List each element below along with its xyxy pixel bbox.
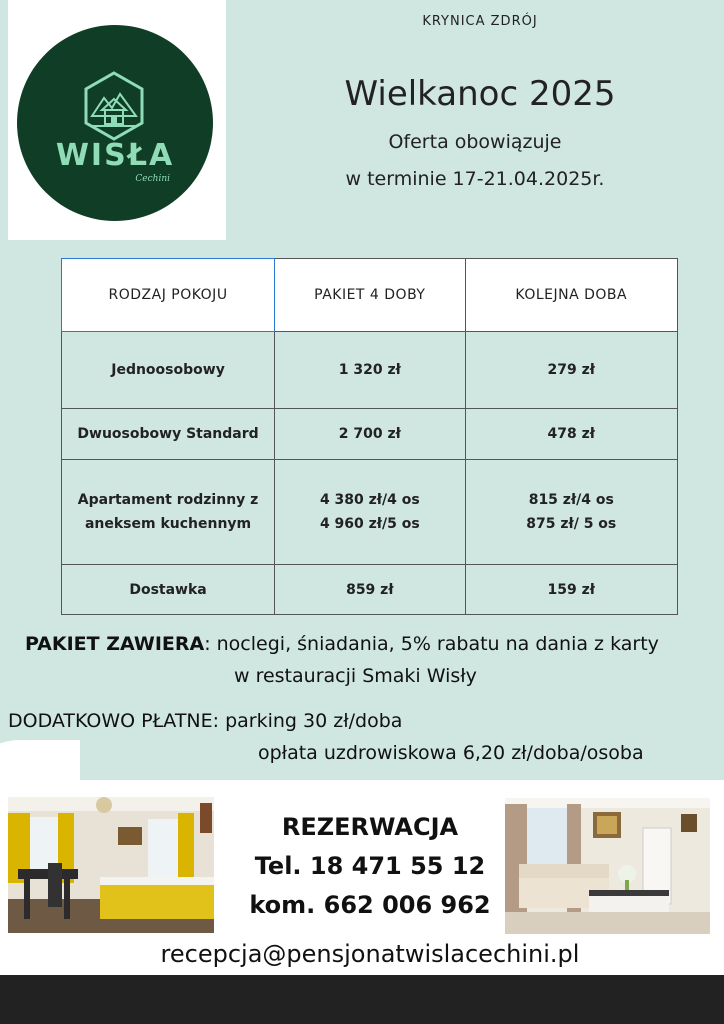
offer-validity-line2: w terminie 17-21.04.2025r. xyxy=(345,168,605,190)
reservation-block xyxy=(230,808,510,925)
package-price-cell xyxy=(275,460,465,565)
package-text-line2: w restauracji Smaki Wisły xyxy=(234,665,477,687)
logo-subtitle: Cechini xyxy=(135,174,170,184)
room-type-cell: Jednoosobowy xyxy=(62,332,275,409)
package-price-line: 4 960 zł/5 os xyxy=(319,516,420,532)
package-price-cell: 859 zł xyxy=(275,565,465,615)
logo-name: WISŁA xyxy=(55,138,175,173)
email-link[interactable]: recepcja@pensjonatwislacechini.pl xyxy=(160,940,580,968)
header-package: PAKIET 4 DOBY xyxy=(275,259,465,332)
room-type-cell xyxy=(62,460,275,565)
package-price-cell: 2 700 zł xyxy=(275,409,465,460)
header-room-type: RODZAJ POKOJU xyxy=(62,259,275,332)
offer-validity-line1: Oferta obowiązuje xyxy=(388,131,562,153)
package-label: PAKIET ZAWIERA xyxy=(25,633,205,655)
mountain-house-icon xyxy=(80,70,148,142)
table-row xyxy=(62,460,678,565)
extra-charges xyxy=(8,705,724,769)
table-row xyxy=(62,332,678,409)
package-text: : noclegi, śniadania, 5% rabatu na dania z karty xyxy=(204,633,659,655)
next-night-price-cell: 159 zł xyxy=(465,565,677,615)
bedroom-photo xyxy=(8,797,214,933)
footer-bar xyxy=(0,975,724,1024)
extra-charges-line1: DODATKOWO PŁATNE: parking 30 zł/doba xyxy=(8,710,403,732)
next-night-price-cell: 478 zł xyxy=(465,409,677,460)
table-row xyxy=(62,409,678,460)
table-row xyxy=(62,565,678,615)
package-price-cell: 1 320 zł xyxy=(275,332,465,409)
room-type-line: aneksem kuchennym xyxy=(84,516,252,532)
next-night-price-line: 815 zł/4 os xyxy=(528,492,614,508)
reservation-mobile[interactable]: kom. 662 006 962 xyxy=(249,891,491,919)
table-header-row xyxy=(62,259,678,332)
next-night-price-line: 875 zł/ 5 os xyxy=(526,516,617,532)
package-includes xyxy=(8,628,724,692)
extra-charges-line2: opłata uzdrowiskowa 6,20 zł/doba/osoba xyxy=(258,742,644,764)
reservation-phone[interactable]: Tel. 18 471 55 12 xyxy=(254,852,486,880)
reservation-title: REZERWACJA xyxy=(281,813,459,841)
room-type-line: Apartament rodzinny z xyxy=(77,492,259,508)
page-title: Wielkanoc 2025 xyxy=(344,74,616,114)
city-label: KRYNICA ZDRÓJ xyxy=(422,14,538,29)
living-room-photo xyxy=(505,798,710,934)
price-table xyxy=(61,258,678,615)
room-type-cell: Dostawka xyxy=(62,565,275,615)
room-type-cell: Dwuosobowy Standard xyxy=(62,409,275,460)
next-night-price-cell: 279 zł xyxy=(465,332,677,409)
package-price-line: 4 380 zł/4 os xyxy=(319,492,420,508)
header-next-night: KOLEJNA DOBA xyxy=(465,259,677,332)
next-night-price-cell xyxy=(465,460,677,565)
